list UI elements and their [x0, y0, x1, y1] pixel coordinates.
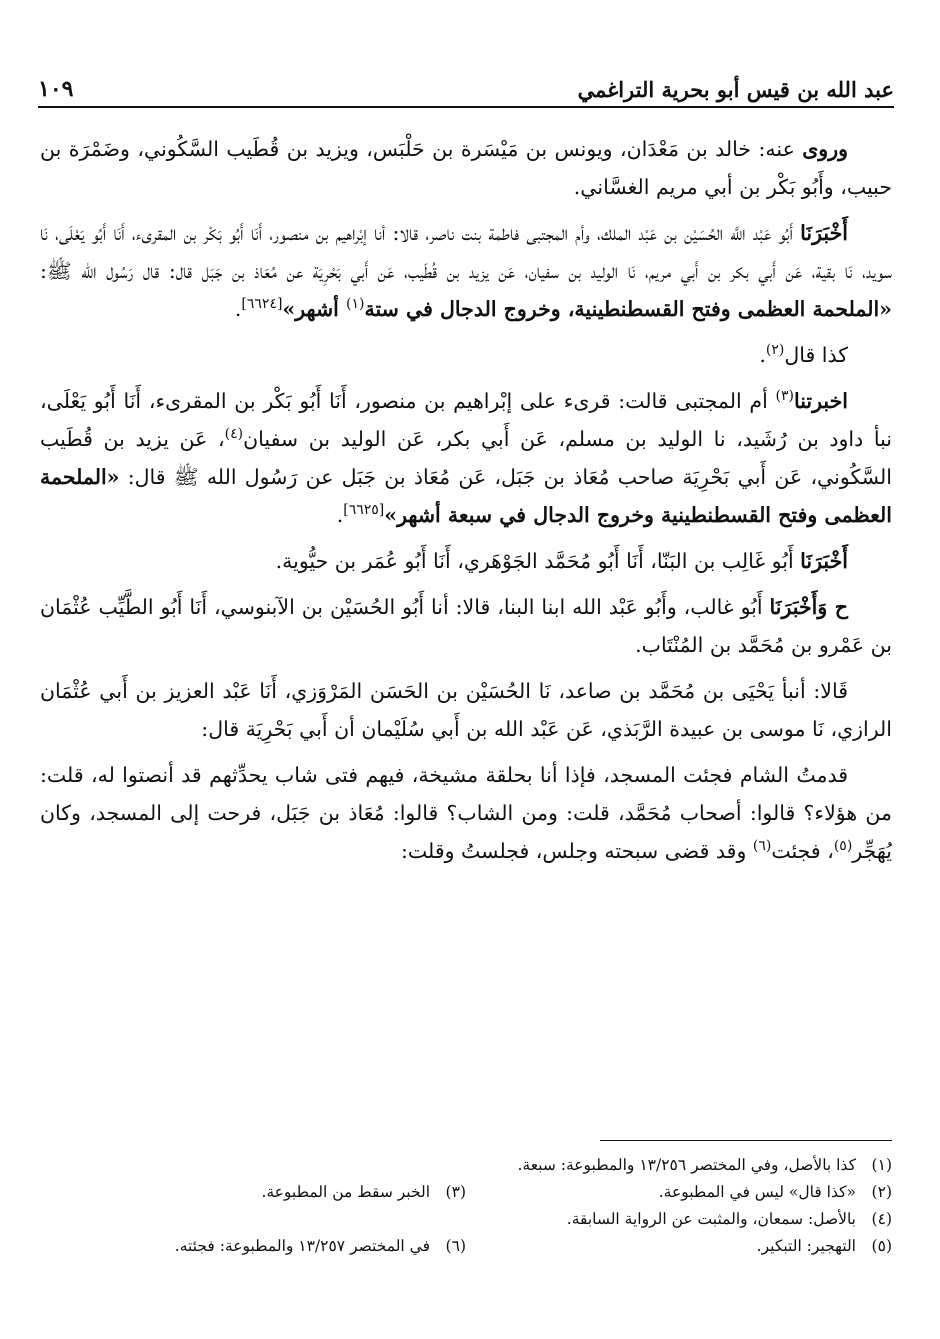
footnote-text: بالأصل: سمعان، والمثبت عن الرواية السابقة. [566, 1210, 856, 1228]
footnote-4 [567, 1206, 892, 1233]
paragraph-chain-2 [40, 588, 892, 664]
hadith-quote-end: أشهر» [282, 297, 347, 321]
footnote-number: (٤) [871, 1210, 892, 1228]
paragraph-chain-3 [40, 672, 892, 748]
paragraph-chain-1 [40, 542, 892, 580]
running-title: عبد الله بن قيس أبو بحرية التراغمي [577, 77, 894, 102]
paragraph-text-cont: ، عَن يزيد بن قُطَيب السَّكُوني، عَن أَبي بَحْرِيَة صاحب مُعَاذ بن جَبَل، عَن مُعَاذ بن جَبَل عن رَسُول الله ﷺ قال: [40, 427, 892, 489]
paragraph-text: قَالا: أنبأ يَحْيَى بن مُحَمَّد بن صاعد، نَا الحُسَيْن بن الحَسَن المَرْوَزي، أَنَا عَبْد العزيز بن أَبي عُثْمَان الرازي، نَا موسى بن عبيدة الرَّبَذي، عَن عَبْد الله بن أَبي سُلَيْمان أن أَبي بَحْرِيَة قال: [40, 679, 892, 741]
paragraph-note [40, 336, 892, 374]
footnote-3 [40, 1179, 466, 1206]
paragraph-text: أم المجتبى قالت: قرىء على إبْراهيم بن منصور، أَنَا أَبُو بَكْر بن المقرىء، أَنَا أَبُو يَعْلَى، نبأ داود بن رُشَيد، نا الوليد بن مسلم، عَن أَبي بكر، عَن الوليد بن سفيان [40, 389, 892, 451]
paragraph-text: أَبُو غالب، وأَبُو عَبْد الله ابنا البنا، قالا: أنا أَبُو الحُسَيْن بن الآبنوسي، أَنَا أَبُو الطَّيِّب عُثْمَان بن عَمْرو بن مُحَمَّد بن المُنْتَاب. [40, 595, 892, 657]
paragraph-text-cont: ، فجئت [771, 839, 834, 863]
hadith-quote: «الملحمة العظمى وفتح القسطنطينية وخروج الدجال في سبعة أشهر» [40, 465, 892, 527]
paragraph-end: . [336, 503, 344, 527]
paragraph-text: كذا قال [784, 343, 848, 367]
page-header [38, 66, 894, 108]
footnote-marker: (٦) [752, 838, 772, 855]
paragraph-text: أَبُو عَبْد اللَّه الحُسَيْن بن عَبْد الملك، وأم المجتبى فاطمة بنت ناصر، قالا: أنا إبْراهيم بن منصور، أَنَا أَبُو بَكْر بن المقرىء، أَنَا أَبُو يَعْلَى، نَا سويد، نَا بقية، عَن أَبي بكر بن أَبي مريم، نَا الوليد بن سفيان، عَن يزيد بن قُطَيب، عَن أَبي بَحْرِيَة عن مُعَاذ بن جَبَل قال: قال رَسُول الله ﷺ: [40, 221, 892, 283]
footnote-number: (٢) [871, 1183, 892, 1201]
footnote-marker: (٢) [765, 342, 785, 359]
paragraph-lead: أَخْبَرَنَا [800, 221, 848, 245]
footnote-marker: (٣) [775, 388, 794, 405]
footnote-6 [40, 1233, 466, 1260]
footnote-number: (٣) [445, 1183, 466, 1201]
hadith-number: [٦٦٢٥] [343, 502, 385, 519]
footnote-row [40, 1152, 892, 1179]
footnote-row [40, 1233, 892, 1260]
paragraph-lead: ح وَأَخْبَرَنَا [769, 595, 849, 619]
paragraph-text: أَبُو غَالِب بن البَنّا، أَنَا أَبُو مُحَمَّد الجَوْهَري، أَنَا أَبُو عُمَر بن حيُّوية. [275, 549, 801, 573]
page-number: ١٠٩ [38, 76, 74, 102]
footnote-row [40, 1179, 892, 1206]
paragraph-lead: اخبرتنا [793, 389, 848, 413]
footnote-number: (٦) [445, 1237, 466, 1255]
footnote-number: (١) [871, 1156, 892, 1174]
footnote-text: كذا بالأصل، وفي المختصر ١٣/٢٥٦ والمطبوعة: سبعة. [517, 1156, 856, 1174]
footnote-marker: (٥) [833, 838, 853, 855]
footnote-marker: (١) [346, 296, 365, 313]
footnote-2 [466, 1179, 892, 1206]
paragraph-text-cont: وقد قضى سبحته وجلس، فجلستُ وقلت: [401, 839, 753, 863]
hadith-quote: «الملحمة العظمى وفتح القسطنطينية، وخروج الدجال في ستة [364, 297, 892, 321]
paragraph-lead: وروى [802, 137, 848, 161]
paragraph-narrative [40, 756, 892, 870]
paragraph-end: . [759, 343, 766, 367]
main-text [40, 130, 892, 878]
footnote-text: في المختصر ١٣/٢٥٧ والمطبوعة: فجئته. [174, 1237, 430, 1255]
footnote-5 [466, 1233, 892, 1260]
footnote-1 [517, 1152, 892, 1179]
footnote-text: «كذا قال» ليس في المطبوعة. [658, 1183, 856, 1201]
paragraph-hadith-2 [40, 382, 892, 534]
hadith-number: [٦٦٢٤] [241, 296, 283, 313]
footnote-text: الخبر سقط من المطبوعة. [261, 1183, 430, 1201]
paragraph-lead: أَخْبَرَنَا [800, 549, 848, 573]
paragraph-narrators [40, 130, 892, 206]
footnotes [40, 1152, 892, 1260]
paragraph-text: عنه: خالد بن مَعْدَان، ويونس بن مَيْسَرة بن حَلْبَس، ويزيد بن قُطَيب السَّكُوني، وضَمْرَة بن حبيب، وأَبُو بَكْر بن أبي مريم الغسَّاني. [40, 137, 892, 199]
footnote-separator [600, 1140, 892, 1141]
footnote-number: (٥) [871, 1237, 892, 1255]
paragraph-text: قدمتُ الشام فجئت المسجد، فإذا أنا بحلقة مشيخة، فيهم فتى شاب يحدِّثهم قد أنصتوا له، قلت: من هؤلاء؟ قالوا: أصحاب مُحَمَّد، قلت: ومن الشاب؟ قالوا: مُعَاذ بن جَبَل، فرحت إلى المسجد، وكان يُهَجِّر [40, 763, 892, 863]
paragraph-end: . [234, 297, 242, 321]
footnote-marker: (٤) [224, 426, 244, 443]
paragraph-hadith-1 [40, 214, 892, 328]
footnote-row [40, 1206, 892, 1233]
footnote-text: التهجير: التبكير. [756, 1237, 856, 1255]
